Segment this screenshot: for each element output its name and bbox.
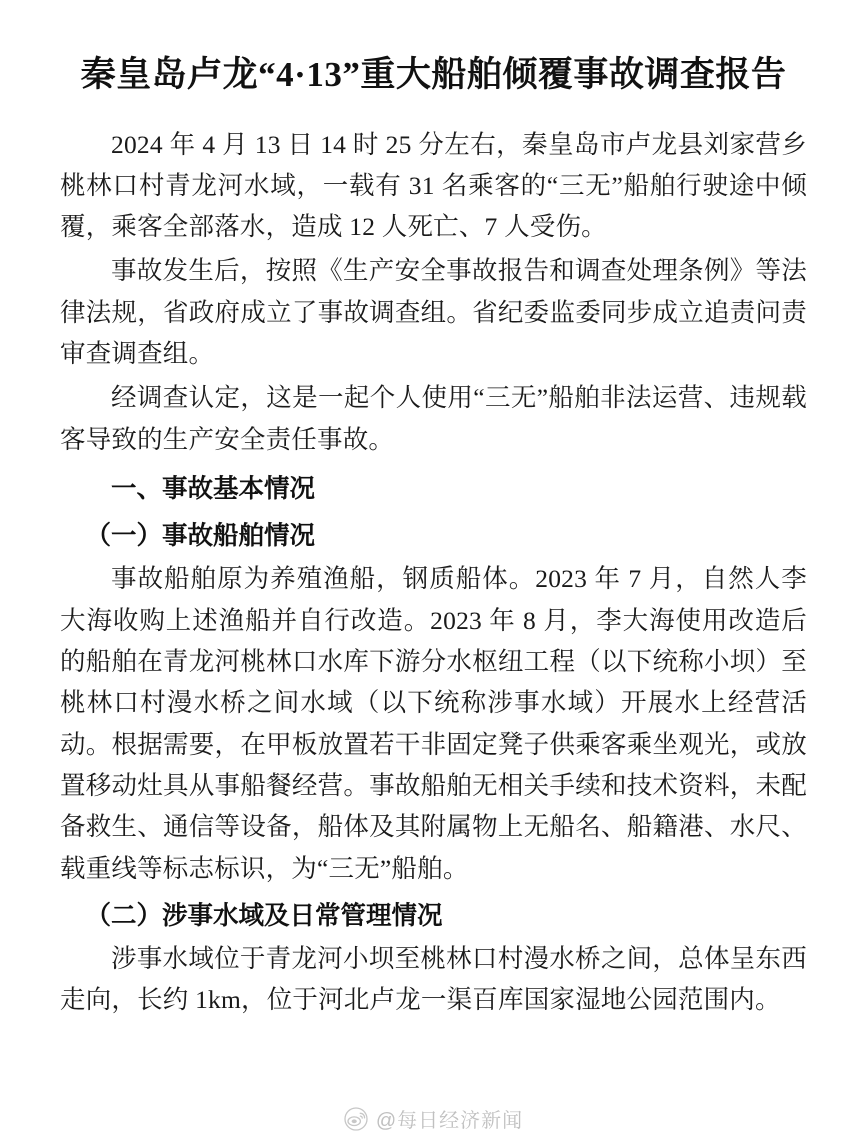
paragraph-waters-details: 涉事水域位于青龙河小坝至桃林口村漫水桥之间，总体呈东西走向，长约 1km，位于河北卢龙一渠百库国家湿地公园范围内。 xyxy=(60,944,807,1015)
watermark-label: @每日经济新闻 xyxy=(375,1110,524,1132)
page-title: 秦皇岛卢龙“4·13”重大船舶倾覆事故调查报告 xyxy=(80,55,787,94)
weibo-icon xyxy=(344,1107,368,1131)
paragraph-conclusion: 经调查认定，这是一起个人使用“三无”船舶非法运营、违规载客导致的生产安全责任事故。 xyxy=(60,383,807,454)
subsection-heading-waters: （二）涉事水域及日常管理情况 xyxy=(85,900,443,930)
paragraph-investigation-setup: 事故发生后，按照《生产安全事故报告和调查处理条例》等法律法规，省政府成立了事故调查组。省纪委监委同步成立追责问责审查调查组。 xyxy=(60,256,807,368)
paragraph-vessel-details: 事故船舶原为养殖渔船，钢质船体。2023 年 7 月，自然人李大海收购上述渔船并自行改造。2023 年 8 月，李大海使用改造后的船舶在青龙河桃林口水库下游分水枢纽工程（以下统称小坝）至桃林口村漫水桥之间水域（以下统称涉事水域）开展水上经营活动。根据需要，在甲板放置若干非固定凳子供乘客乘坐观光，或放置移动灶具从事船餐经营。事故船舶无相关手续和技术资料，未配备救生、通信等设备，船体及其附属物上无船名、船籍港、水尺、载重线等标志标识，为“三无”船舶。 xyxy=(60,564,807,883)
paragraph-accident-summary: 2024 年 4 月 13 日 14 时 25 分左右，秦皇岛市卢龙县刘家营乡桃林口村青龙河水域，一载有 31 名乘客的“三无”船舶行驶途中倾覆，乘客全部落水，造成 12 人死亡、7 人受伤。 xyxy=(60,129,807,242)
subsection-heading-vessel: （一）事故船舶情况 xyxy=(85,521,316,551)
watermark xyxy=(0,1104,867,1133)
section-heading-basic-situation: 一、事故基本情况 xyxy=(111,473,316,503)
